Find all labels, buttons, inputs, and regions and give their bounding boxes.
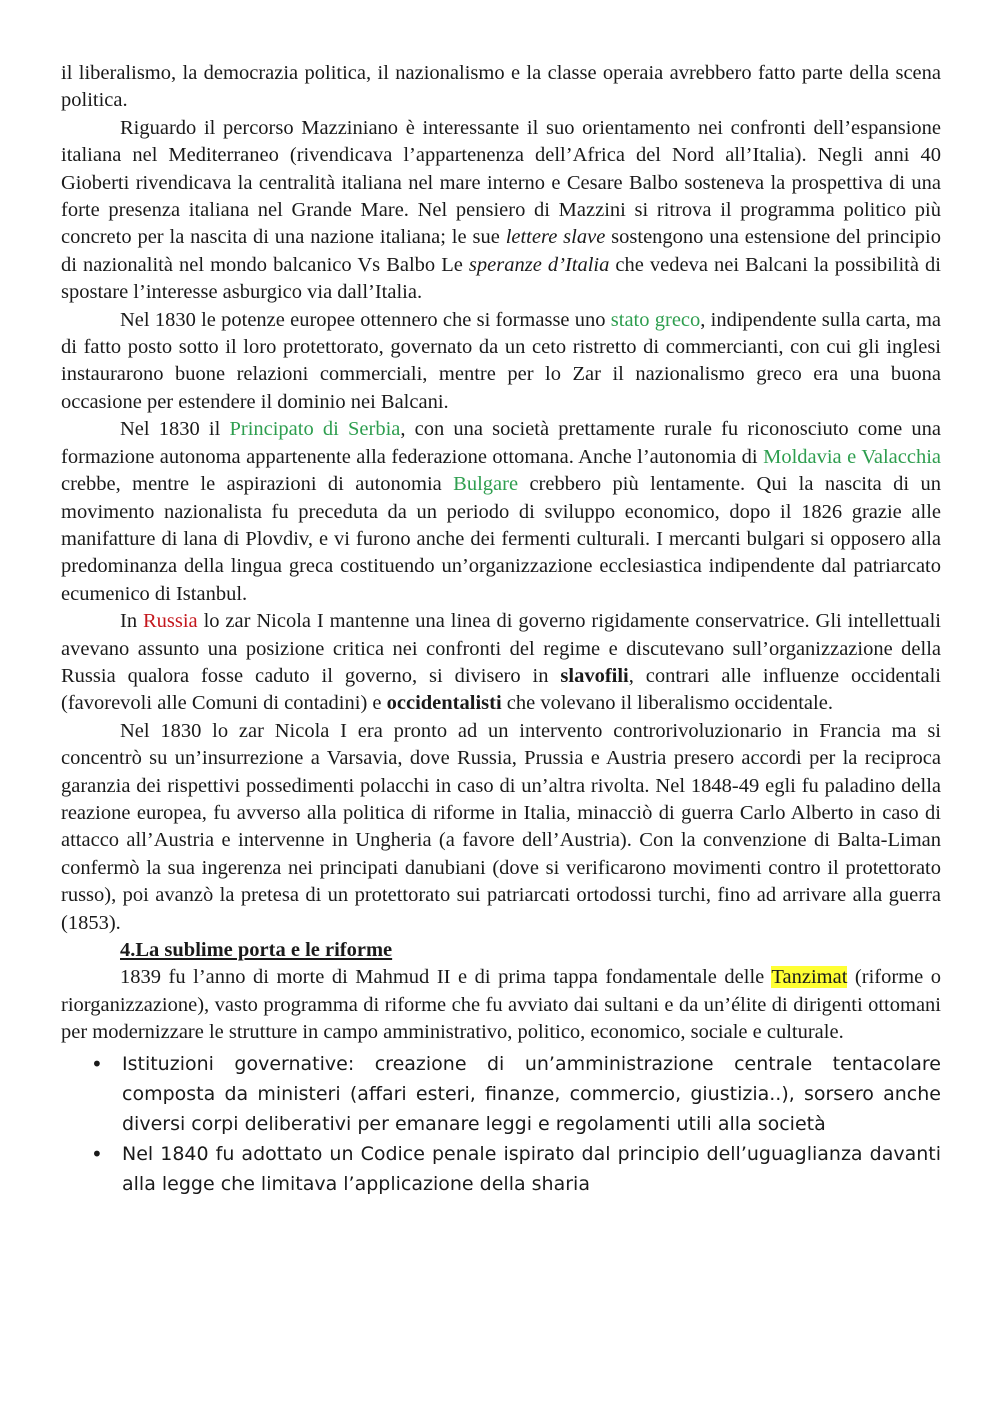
paragraph-text: che volevano il liberalismo occidentale. <box>501 692 833 715</box>
term-bulgare: Bulgare <box>453 473 519 496</box>
italic-title-speranze: speranze d’Italia <box>468 253 610 276</box>
term-russia: Russia <box>142 610 198 633</box>
paragraph-text: lo zar Nicola I mantenne una linea di governo rigidamente conservatrice. Gli intellettuali avevano assunto una posizione critica nei confronti del regime e discutevano sull’organizzazione della Russia qualora fosse caduto il governo, si divisero in <box>61 610 941 687</box>
paragraph-text: , contrari alle influenze occidentali (favorevoli alle Comuni di contadini) e <box>61 664 941 715</box>
document-page <box>61 60 941 1199</box>
paragraph-serbia <box>61 416 941 608</box>
term-moldavia-valacchia: Moldavia e Valacchia <box>763 445 941 468</box>
paragraph-nicola <box>61 718 941 937</box>
italic-title-lettere-slave: lettere slave <box>505 226 606 249</box>
term-principato-serbia: Principato di Serbia <box>229 418 401 441</box>
paragraph-text: Nel 1830 il <box>120 418 230 441</box>
paragraph-mazzini <box>61 115 941 307</box>
list-item: • Istituzioni governative: creazione di un’amministrazione centrale tentacolare composta da ministeri (affari esteri, finanze, commercio, giustizia..), sorsero anche diversi corpi deliberativi per emanare leggi e regolamenti utili alla società <box>61 1049 941 1139</box>
paragraph-tanzimat <box>61 964 941 1046</box>
bullet-list <box>61 1049 941 1199</box>
paragraph-text: Riguardo il percorso Mazziniano è interessante il suo orientamento nei confronti dell’espansione italiana nel Mediterraneo (rivendicava l’appartenenza dell’Africa del Nord all’Italia). Negli anni 40 Gioberti rivendicava la centralità italiana nel mare interno e Cesare Balbo sosteneva la prospettiva di una forte presenza italiana nel Grande Mare. Nel pensiero di Mazzini si ritrova il programma politico più concreto per la nascita di una nazione italiana; le sue <box>61 116 941 249</box>
paragraph-text: 1839 fu l’anno di morte di Mahmud II e di prima tappa fondamentale delle <box>120 966 772 989</box>
paragraph-text: (riforme o riorganizzazione), vasto programma di riforme che fu avviato dai sultani e da un’élite di dirigenti ottomani per modernizzare le strutture in campo amministrativo, politico, economico, sociale e culturale. <box>61 966 941 1044</box>
paragraph-russia <box>61 608 941 718</box>
paragraph-text: , indipendente sulla carta, ma di fatto posto sotto il loro protettorato, governato da un ceto ristretto di commercianti, con cui gli inglesi instaurarono buone relazioni commerciali, mentre per lo Zar il nazionalismo greco era una buona occasione per estendere il dominio nei Balcani. <box>61 308 941 413</box>
paragraph-1 <box>61 60 941 115</box>
paragraph-text: il liberalismo, la democrazia politica, il nazionalismo e la classe operaia avrebbero fatto parte della scena politica. <box>61 62 941 112</box>
paragraph-text: crebbero più lentamente. Qui la nascita di un movimento nazionalista fu preceduta da un periodo di sviluppo economico, dopo il 1826 grazie alle manifatture di lana di Plovdiv, e vi furono anche dei fermenti culturali. I mercanti bulgari si opposero alla predominanza della lingua greca costituendo un’organizzazione ecclesiastica indipendente dal patriarcato ecumenico di Istanbul. <box>61 473 941 605</box>
paragraph-grecia <box>61 307 941 417</box>
list-item: • Nel 1840 fu adottato un Codice penale ispirato dal principio dell’uguaglianza davanti alla legge che limitava l’applicazione della sharia <box>61 1139 941 1199</box>
section-heading: 4.La sublime porta e le riforme <box>120 939 393 961</box>
bold-term-occidentalisti: occidentalisti <box>386 692 502 715</box>
paragraph-text: In <box>120 610 143 633</box>
paragraph-text: che vedeva nei Balcani la possibilità di spostare l’interesse asburgico via dall’Italia. <box>61 253 941 304</box>
paragraph-text: crebbe, mentre le aspirazioni di autonomia <box>61 473 454 496</box>
term-stato-greco: stato greco <box>610 308 701 331</box>
paragraph-text: sostengono una estensione del principio di nazionalità nel mondo balcanico Vs Balbo Le <box>61 226 941 276</box>
bold-term-slavofili: slavofili <box>560 664 629 687</box>
paragraph-text: Nel 1830 lo zar Nicola I era pronto ad un intervento controrivoluzionario in Francia ma si concentrò su un’insurrezione a Varsavia, dove Russia, Prussia e Austria presero accordi per la reciproca garanzia dei rispettivi possedimenti polacchi in caso di un’altra rivolta. Nel 1848-49 egli fu paladino della reazione europea, fu avverso alla politica di riforme in Italia, minacciò di guerra Carlo Alberto in caso di attacco all’Austria e intervenne in Ungheria (a favore dell’Austria). Con la convenzione di Balta-Liman confermò la sua ingerenza nei principati danubiani (dove si verificarono movimenti contro il protettorato russo), poi avanzò la pretesa di un protettorato sui patriarcati ortodossi turchi, fino ad arrivare alla guerra (1853). <box>61 719 941 934</box>
paragraph-text: Nel 1830 le potenze europee ottennero che si formasse uno <box>120 308 611 331</box>
paragraph-text: , con una società prettamente rurale fu riconosciuto come una formazione autonoma appartenente alla federazione ottomana. Anche l’autonomia di <box>61 418 941 468</box>
highlighted-term-tanzimat: Tanzimat <box>771 966 848 989</box>
